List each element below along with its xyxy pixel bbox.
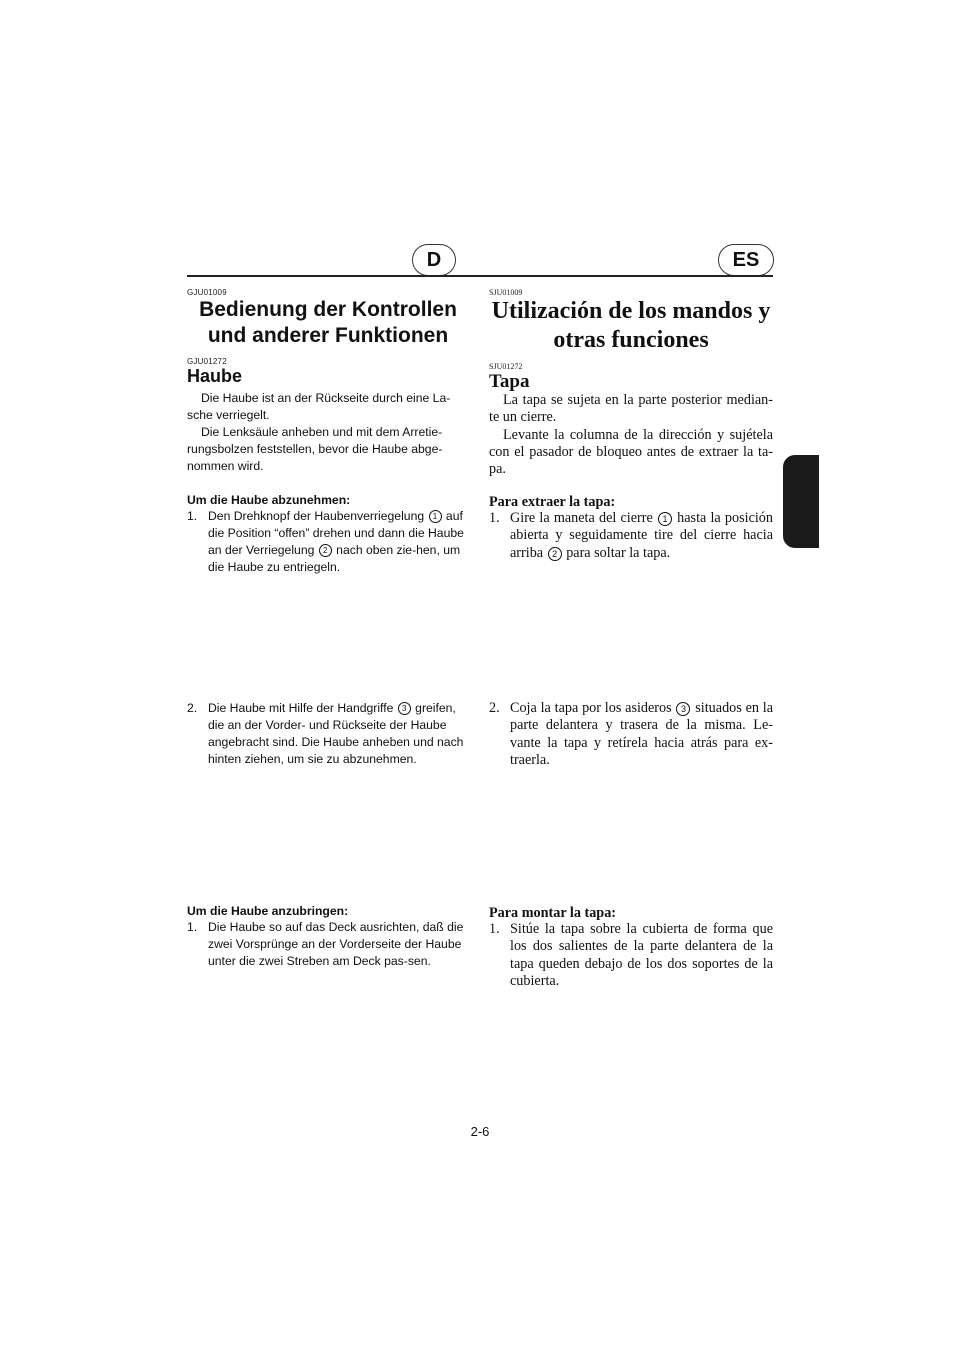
de-subsection-code: GJU01272: [187, 357, 227, 366]
chapter-tab: [783, 455, 819, 548]
es-step-number: 2.: [489, 700, 500, 716]
es-step-text: situados en la parte delantera y trasera de la misma. Le-vante la tapa y retírela hacia atrás para ex-traerla.: [510, 700, 774, 768]
callout-1-icon: 1: [658, 512, 672, 526]
es-step-text: Sitúe la tapa sobre la cubierta de forma que los dos salientes de la parte delantera de la tapa queden debajo de los dos soportes de la cubierta.: [510, 921, 773, 989]
callout-3-icon: 3: [398, 702, 411, 715]
de-title-line1: Bedienung der Kontrollen: [199, 298, 457, 321]
es-intro: [489, 392, 773, 478]
de-title-line2: und anderer Funktionen: [207, 324, 449, 347]
de-section-code: GJU01009: [187, 288, 227, 297]
es-step-number: 1.: [489, 921, 500, 937]
header-rule: [187, 275, 773, 277]
de-subsection-title: Haube: [187, 366, 243, 386]
callout-2-icon: 2: [319, 544, 332, 557]
es-remove-heading: Para extraer la tapa:: [489, 494, 616, 510]
de-step-text: greifen, die an der Vorder- und Rückseite der Haube angebracht sind. Die Haube anheben und nach hinten ziehen, um sie zu abzunehmen.: [208, 701, 464, 766]
callout-1-icon: 1: [429, 510, 442, 523]
de-page-title: [187, 297, 469, 349]
de-remove-step-2: [187, 700, 469, 768]
de-install-step-1: [187, 919, 469, 970]
es-step-text: Gire la maneta del cierre: [510, 510, 653, 526]
es-step-text: para soltar la tapa.: [566, 544, 671, 561]
language-badge-de: D: [412, 244, 456, 276]
es-step-number: 1.: [489, 510, 500, 526]
es-title-line2: otras funciones: [553, 327, 709, 353]
callout-3-icon: 3: [676, 702, 690, 716]
de-intro-paragraph-1: Die Haube ist an der Rückseite durch eine La-sche verriegelt.: [187, 391, 451, 422]
es-step-text: hasta la posición abierta y seguidamente tire del cierre hacia arriba: [510, 510, 773, 561]
de-remove-step-1: [187, 508, 469, 576]
es-section-code: SJU01009: [489, 288, 523, 297]
language-badge-es: ES: [718, 244, 774, 276]
de-step-number: 1.: [187, 920, 198, 934]
es-title-line1: Utilización de los mandos y: [491, 298, 771, 324]
de-step-text: auf die Position “offen” drehen und dann die Haube an der Verriegelung: [208, 509, 464, 557]
de-remove-heading: Um die Haube abzunehmen:: [187, 493, 351, 507]
de-step-number: 1.: [187, 509, 198, 523]
de-step-text: Den Drehknopf der Haubenverriegelung: [208, 509, 425, 523]
es-remove-step-1: [489, 510, 773, 562]
de-step-text: Die Haube so auf das Deck ausrichten, daß die zwei Vorsprünge an der Vorderseite der Haube unter die zwei Streben am Deck pas-sen.: [208, 920, 464, 968]
de-step-number: 2.: [187, 701, 198, 715]
callout-2-icon: 2: [548, 547, 562, 561]
de-install-heading: Um die Haube anzubringen:: [187, 904, 349, 918]
de-step-text: nach oben zie-hen, um die Haube zu entriegeln.: [208, 543, 461, 574]
es-page-title: [489, 297, 773, 355]
es-subsection-code: SJU01272: [489, 362, 523, 371]
es-intro-paragraph-2: Levante la columna de la dirección y sujétela con el pasador de bloqueo antes de extraer la ta-pa.: [489, 426, 773, 478]
de-intro-paragraph-2: Die Lenksäule anheben und mit dem Arretie-rungsbolzen feststellen, bevor die Haube abge-nommen wird.: [187, 425, 443, 473]
es-step-text: Coja la tapa por los asideros: [510, 700, 672, 716]
de-step-text: Die Haube mit Hilfe der Handgriffe: [208, 701, 394, 715]
es-subsection-title: Tapa: [489, 371, 530, 392]
es-install-step-1: [489, 921, 773, 990]
es-remove-step-2: [489, 700, 773, 769]
es-intro-paragraph-1: La tapa se sujeta en la parte posterior median-te un cierre.: [489, 392, 773, 426]
de-intro: [187, 390, 469, 475]
es-install-heading: Para montar la tapa:: [489, 905, 617, 921]
page-number: 2-6: [470, 1124, 490, 1139]
